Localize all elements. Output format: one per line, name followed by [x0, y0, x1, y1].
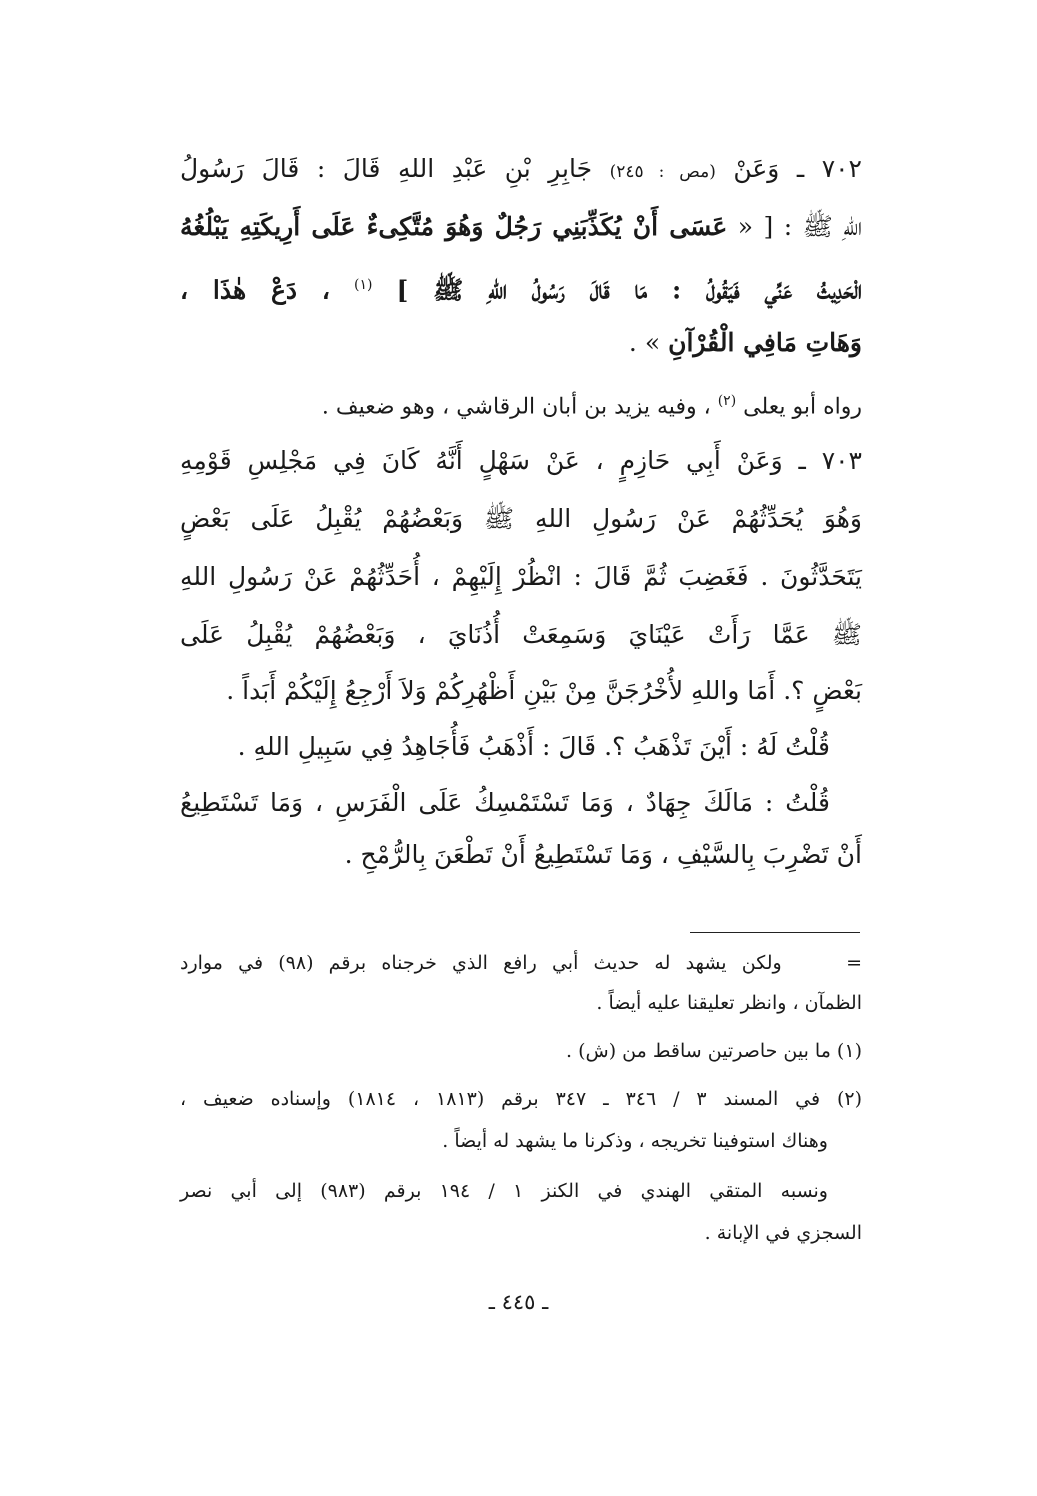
narration-line — [180, 372, 862, 436]
hadith-703-line-2: وَهُوَ يُحَدِّثُهُمْ عَنْ رَسُولِ اللهِ ﷺ وَبَعْضُهُمْ يُقْبِلُ عَلَى بَعْضٍ — [180, 504, 862, 533]
footnote-separator — [690, 932, 860, 933]
page-reference: (مص : ٢٤٥) — [609, 162, 716, 182]
quoted-text: وَهَاتِ مَافِي الْقُرْآنِ — [668, 328, 862, 357]
hadith-703-line-1: ٧٠٣ ـ وَعَنْ أَبِي حَازِمٍ ، عَنْ سَهْلٍ أَنَّهُ كَانَ فِي مَجْلِسِ قَوْمِهِ — [180, 446, 862, 475]
hadith-703-line-4: ﷺ عَمَّا رَأَتْ عَيْنَايَ وَسَمِعَتْ أُذُنَايَ ، وَبَعْضُهُمْ يُقْبِلُ عَلَى — [180, 620, 862, 649]
hadith-number: ٧٠٢ ـ وَعَنْ — [733, 154, 862, 183]
footnote-2-line-1: (٢) في المسند ٣ / ٣٤٦ ـ ٣٤٧ برقم (١٨١٣ ، ١٨١٤) وإسناده ضعيف ، — [180, 1088, 862, 1110]
hadith-703-line-7: قُلْتُ : مَالَكَ جِهَادٌ ، وَمَا تَسْتَمْسِكُ عَلَى الْفَرَسِ ، وَمَا تَسْتَطِيعُ — [180, 788, 830, 817]
hadith-703-line-5: بَعْضٍ ؟. أَمَا واللهِ لأُخْرُجَنَّ مِنْ بَيْنِ أَظْهُرِكُمْ وَلاَ أَرْجِعُ إِلَيْكُمْ أَبَداً . — [226, 676, 862, 705]
text-segment: ، وفيه يزيد بن أبان الرقاشي ، وهو ضعيف . — [321, 394, 711, 420]
footnote-continuation-line-1 — [180, 952, 862, 974]
hadith-702-line-4 — [180, 314, 862, 372]
footnote-continuation-line-2: الظمآن ، وانظر تعليقنا عليه أيضاً . — [596, 992, 862, 1014]
quoted-text: ، دَعْ هٰذَا ، — [180, 275, 330, 305]
footnote-2-line-2: وهناك استوفينا تخريجه ، وذكرنا ما يشهد له أيضاً . — [442, 1130, 828, 1152]
quoted-text: عَسَى أَنْ يُكَذِّبَنِي رَجُلٌ وَهُوَ مُتَّكِىءٌ عَلَى أَرِيكَتِهِ يَبْلُغُهُ — [180, 212, 728, 241]
text-segment: اللهِ ﷺ : [ « — [737, 212, 862, 241]
hadith-703-line-6: قُلْتُ لَهُ : أَيْنَ تَذْهَبُ ؟. قَالَ : أَذْهَبُ فَأُجَاهِدُ فِي سَبِيلِ اللهِ . — [237, 732, 830, 761]
footnote-marker: (٢) — [717, 393, 737, 409]
footnote-marker: (١) — [353, 277, 373, 293]
footnote-2-line-3: ونسبه المتقي الهندي في الكنز ١ / ١٩٤ برقم (٩٨٣) إلى أبي نصر — [180, 1180, 828, 1202]
hadith-703-line-3: يَتَحَدَّثُونَ . فَغَضِبَ ثُمَّ قَالَ : انْظُرْ إِلَيْهِمْ ، أُحَدِّثُهُمْ عَنْ رَسُولِ اللهِ — [180, 562, 862, 591]
hadith-702-line-1 — [180, 140, 862, 201]
footnote-2-line-4: السجزي في الإبانة . — [704, 1222, 862, 1244]
footnote-1: (١) ما بين حاصرتين ساقط من (ش) . — [566, 1040, 862, 1062]
hadith-702-line-2 — [180, 198, 862, 256]
continuation-marker: = — [846, 952, 862, 974]
text-segment: جَابِرِ بْنِ عَبْدِ اللهِ قَالَ : قَالَ رَسُولُ — [180, 154, 593, 183]
text-segment: » . — [628, 328, 661, 357]
hadith-703-line-8: أَنْ تَضْرِبَ بِالسَّيْفِ ، وَمَا تَسْتَطِيعُ أَنْ تَطْعَنَ بِالرُّمْحِ . — [344, 840, 862, 869]
quoted-text: الْحَدِيثُ عَنِّي فَيَقُولُ : مَا قَالَ رَسُولُ اللهِ ﷺ ] — [396, 275, 862, 305]
text-segment: رواه أبو يعلى — [743, 394, 862, 420]
text-segment: ولكن يشهد له حديث أبي رافع الذي خرجناه برقم (٩٨) في موارد — [180, 952, 782, 974]
hadith-702-line-3 — [180, 256, 862, 319]
page-number: ـ ٤٤٥ ـ — [488, 1290, 549, 1314]
